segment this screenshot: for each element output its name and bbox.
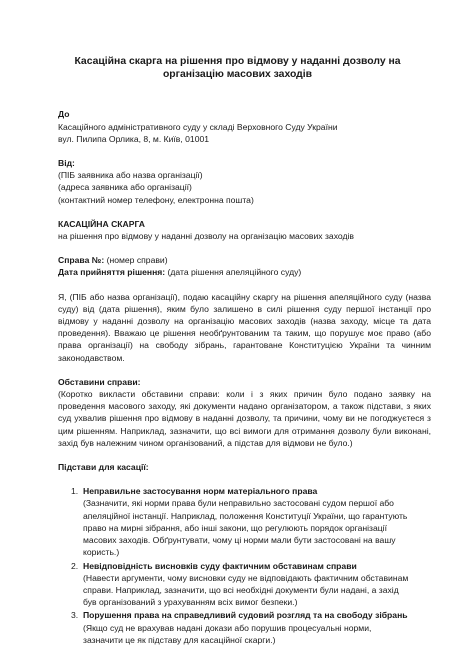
list-item-title: Невідповідність висновків суду фактичним обставинам справи bbox=[83, 560, 357, 571]
recipient-heading: До bbox=[58, 109, 70, 120]
list-item-title: Порушення права на справедливий судовий розгляд та на свободу зібрань bbox=[83, 610, 408, 621]
sender-contacts: (контактний номер телефону, електронна пошта) bbox=[58, 194, 254, 205]
list-item-text: (Якщо суд не врахував надані докази або порушив процесуальні норми, зазначити це як підставу для касаційної скарги.) bbox=[83, 622, 372, 645]
complaint-heading: КАСАЦІЙНА СКАРГА bbox=[58, 218, 146, 229]
sender-heading: Від: bbox=[58, 158, 75, 169]
complaint-header bbox=[58, 218, 431, 242]
intro-paragraph: Я, (ПІБ або назва організації), подаю касаційну скаргу на рішення апеляційного суду (назва суду) від (дата рішення), яким було залишено в силі рішення суду першої інстанції про відмову у наданні дозволу на організацію масових заходів (назва заходу, місце та дата проведення). Вважаю це рішення необґрунтованим та таким, що порушує моє право (або права організації) на свободу зібрань, гарантоване Конституцією України та чинним законодавством. bbox=[58, 291, 431, 363]
list-item-text: (Зазначити, які норми права були неправильно застосовані судом першої або апеляційної інстанції. Наприклад, положення Конституції України, що гарантують право на мирні зібрання, або інші закони, що регулюють порядок організації масових заходів. Обґрунтувати, чому ці норми мали бути застосовані на вашу користь.) bbox=[83, 498, 408, 558]
sender-block bbox=[58, 157, 431, 206]
recipient-block bbox=[58, 108, 431, 145]
sender-name: (ПІБ заявника або назва організації) bbox=[58, 170, 203, 181]
decision-date-line bbox=[58, 266, 431, 278]
grounds-list bbox=[58, 485, 431, 646]
recipient-court: Касаційного адміністративного суду у складі Верховного Суду України bbox=[58, 121, 338, 132]
recipient-address: вул. Пилипа Орлика, 8, м. Київ, 01001 bbox=[58, 133, 210, 144]
list-item bbox=[58, 609, 431, 646]
circumstances-text: (Коротко викласти обставини справи: коли і з яких причин було подано заявку на проведення масового заходу, які документи надано організатором, а також підстави, з яких суд ухвалив рішення про відмову в наданні дозволу, та причини, чому ви не погоджуєтеся з цим рішенням. Наприклад, зазначити, що всі вимоги для отримання дозволу були виконані, захід був належним чином організований, а підстав для відмови не було.) bbox=[58, 389, 431, 448]
case-number-label: Справа №: bbox=[58, 255, 105, 266]
list-item-text: (Навести аргументи, чому висновки суду не відповідають фактичним обставинам справи. Наприклад, зазначити, що всі необхідні документи були надані, а захід був організований з урахуванням всіх вимог безпеки.) bbox=[83, 572, 409, 608]
list-item bbox=[58, 485, 431, 558]
grounds-section bbox=[58, 461, 431, 646]
case-number-value: (номер справи) bbox=[104, 255, 168, 266]
decision-date-label: Дата прийняття рішення: bbox=[58, 267, 166, 278]
list-item-title: Неправильне застосування норм матеріального права bbox=[83, 486, 318, 497]
circumstances-section bbox=[58, 376, 431, 449]
list-item-number: 3. bbox=[71, 610, 79, 621]
case-info bbox=[58, 254, 431, 278]
circumstances-heading: Обставини справи: bbox=[58, 376, 141, 387]
sender-address: (адреса заявника або організації) bbox=[58, 182, 192, 193]
complaint-subtitle: на рішення про відмову у наданні дозволу на організацію масових заходів bbox=[58, 231, 354, 242]
decision-date-value: (дата рішення апеляційного суду) bbox=[165, 267, 302, 278]
case-number-line bbox=[58, 254, 431, 266]
list-item-number: 2. bbox=[71, 560, 79, 571]
list-item-number: 1. bbox=[71, 486, 79, 497]
document-title: Касаційна скарга на рішення про відмову у наданні дозволу на організацію масових заходів bbox=[74, 56, 401, 81]
list-item bbox=[58, 560, 431, 609]
grounds-heading: Підстави для касації: bbox=[58, 462, 149, 473]
